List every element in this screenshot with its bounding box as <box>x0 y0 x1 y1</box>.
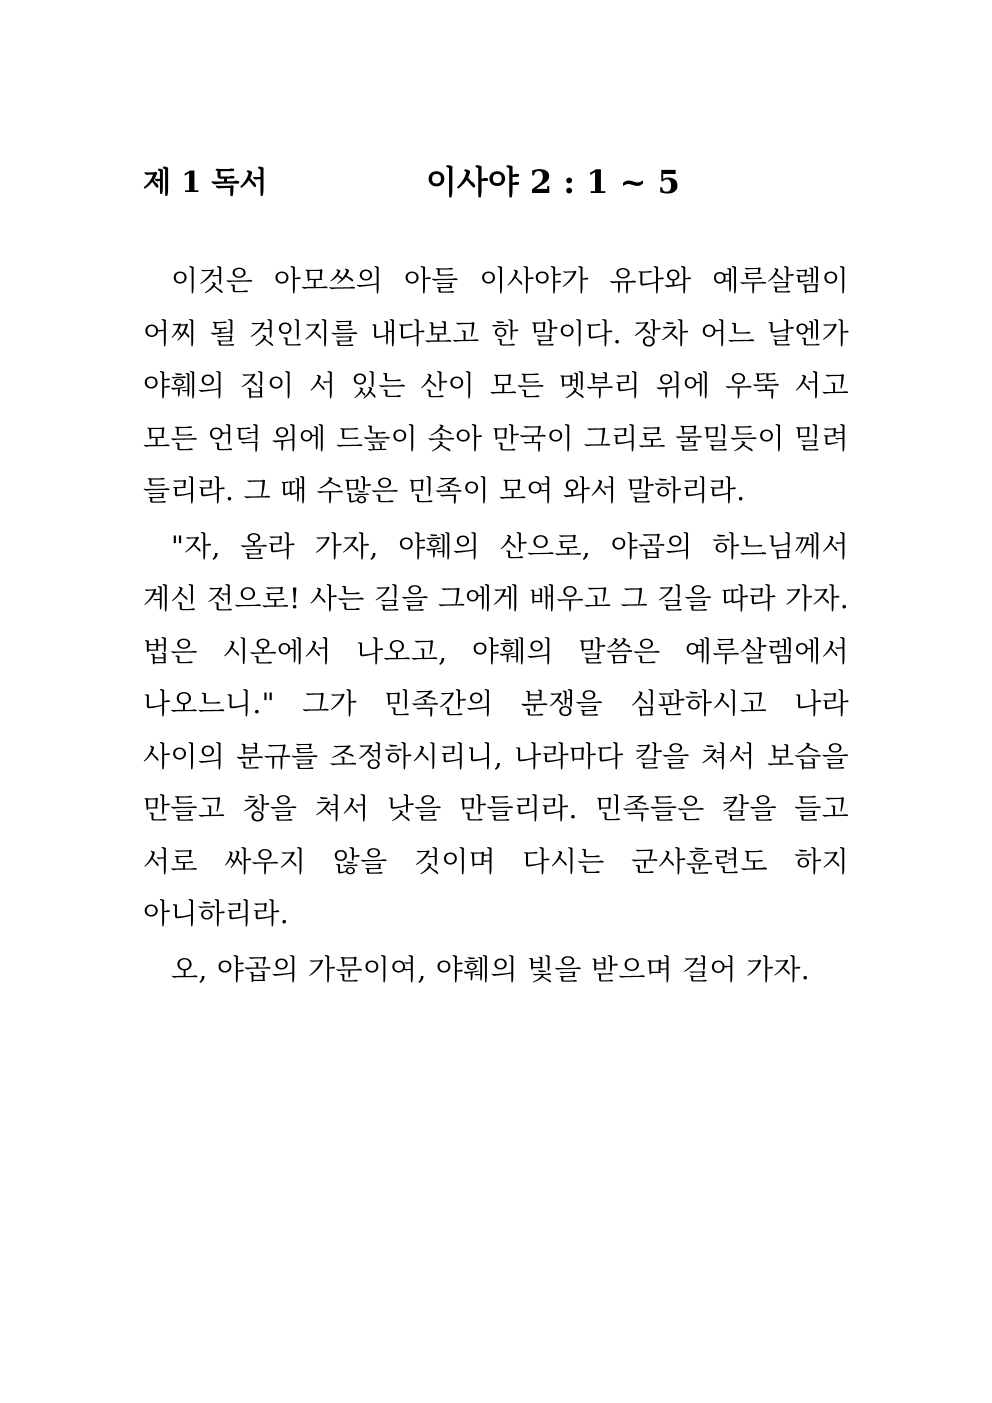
reading-label: 제 1 독서 <box>143 165 268 199</box>
scripture-citation: 이사야 2 : 1 ~ 5 <box>426 163 680 201</box>
paragraph-1: 이것은 아모쓰의 아들 이사야가 유다와 예루살렘이 어찌 될 것인지를 내다보고 한 말이다. 장차 어느 날엔가 야훼의 집이 서 있는 산이 모든 멧부리 위에 우뚝 서고 모든 언덕 위에 드높이 솟아 만국이 그리로 물밀듯이 밀려 들리라. 그 때 수많은 민족이 모여 와서 말하리라. <box>143 264 849 507</box>
paragraph-2: "자, 올라 가자, 야훼의 산으로, 야곱의 하느님께서 계신 전으로! 사는 길을 그에게 배우고 그 길을 따라 가자. 법은 시온에서 나오고, 야훼의 말씀은 예루살렘에서 나오느니." 그가 민족간의 분쟁을 심판하시고 나라 사이의 분규를 조정하시리니, 나라마다 칼을 쳐서 보습을 만들고 창을 쳐서 낫을 만들리라. 민족들은 칼을 들고 서로 싸우지 않을 것이며 다시는 군사훈련도 하지 아니하리라. <box>143 529 849 930</box>
paragraph-3: 오, 야곱의 가문이여, 야훼의 빛을 받으며 걸어 가자. <box>171 952 810 986</box>
reading-body <box>143 255 849 996</box>
reading-header <box>143 160 849 210</box>
